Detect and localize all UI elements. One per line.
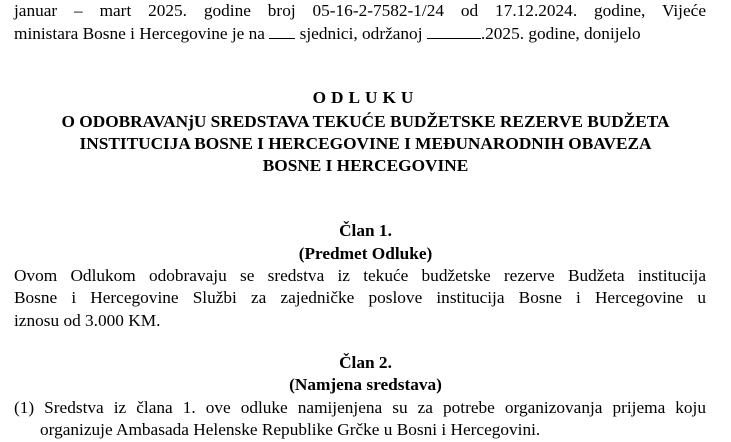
intro-line-2 — [14, 22, 706, 46]
session-number-blank — [269, 24, 295, 39]
decision-title-line-2: INSTITUCIJA BOSNE I HERCEGOVINE I MEĐUNARODNIH OBAVEZA — [79, 134, 652, 153]
decision-title-line-1: O ODOBRAVANjU SREDSTAVA TEKUĆE BUDŽETSKE REZERVE BUDŽETA — [61, 112, 670, 131]
article-1-number: Član 1. — [339, 221, 392, 240]
article-1-text-line-3: iznosu od 3.000 KM. — [14, 311, 161, 330]
intro-line-2-middle: sjednici, održanoj — [299, 24, 423, 43]
intro-line-1: januar – mart 2025. godine broj 05-16-2-7582-1/24 od 17.12.2024. godine, Vijeće — [14, 1, 706, 20]
decision-title-line-3: BOSNE I HERCEGOVINE — [262, 156, 469, 175]
decision-heading: ODLUKU — [312, 88, 419, 107]
intro-line-2-start: ministara Bosne i Hercegovine je na — [14, 24, 265, 43]
intro-line-2-end: .2025. godine, donijelo — [480, 24, 641, 43]
article-2-text-line-2: organizuje Ambasada Helenske Republike Grčke u Bosni i Hercegovini. — [40, 420, 541, 439]
article-2-text-line-1: (1) Sredstva iz člana 1. ove odluke namijenjena su za potrebe organizovanja prijema koju — [14, 398, 706, 417]
article-2-number: Član 2. — [339, 353, 392, 372]
session-date-blank — [427, 24, 481, 39]
article-1-text-line-2: Bosne i Hercegovine Službi za zajedničke poslove institucija Bosne i Hercegovine u — [14, 288, 706, 307]
article-1-text-line-1: Ovom Odlukom odobravaju se sredstva iz tekuće budžetske rezerve Budžeta institucija — [14, 266, 706, 285]
article-1-subtitle: (Predmet Odluke) — [298, 244, 433, 263]
article-2-subtitle: (Namjena sredstava) — [289, 375, 442, 394]
